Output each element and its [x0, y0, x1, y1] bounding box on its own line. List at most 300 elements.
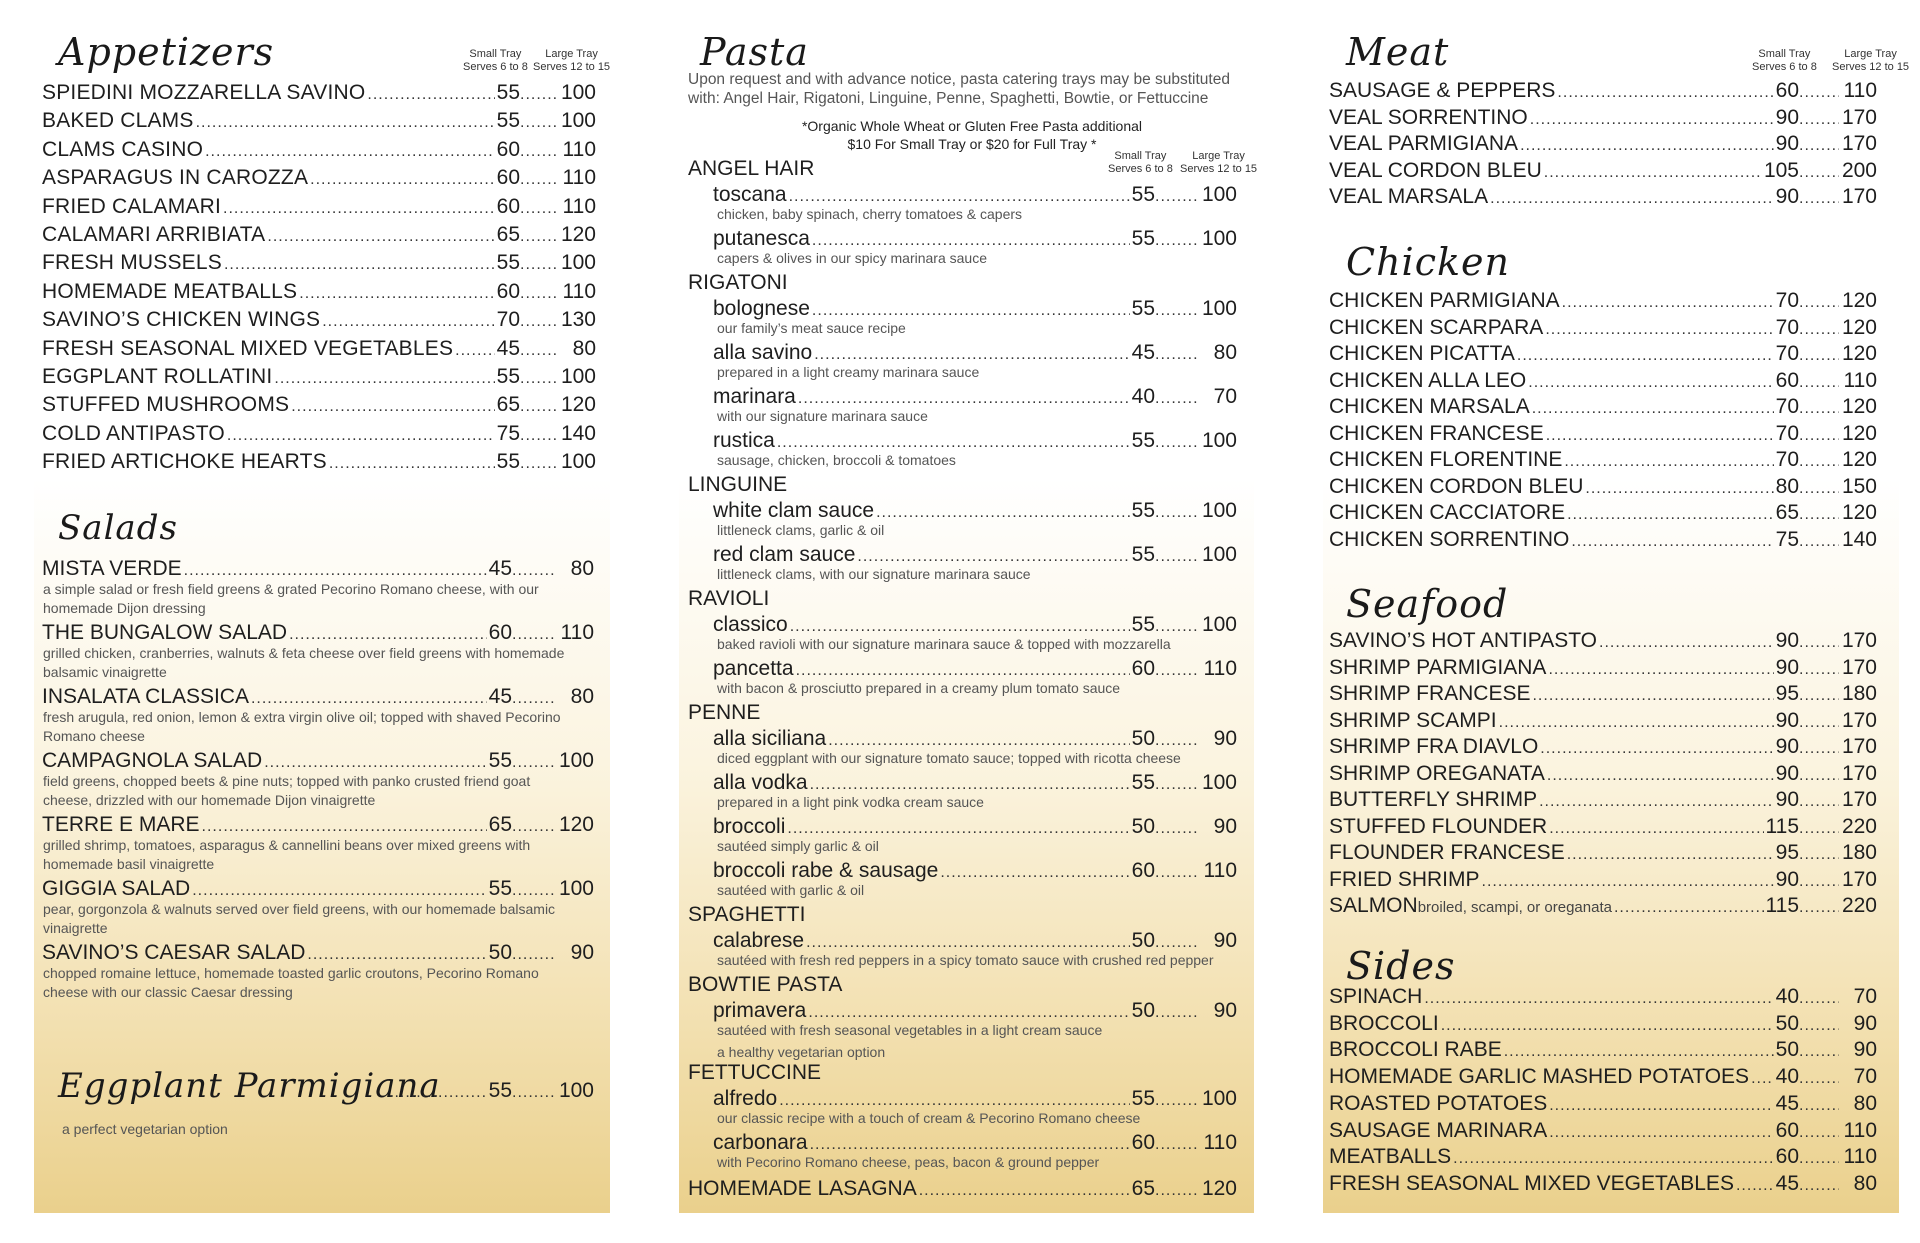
menu-item-row — [1329, 984, 1877, 1012]
leader-dots — [291, 394, 494, 420]
small-tray-price: 45 — [1131, 341, 1155, 364]
leader-dots — [1799, 80, 1839, 106]
leader-dots — [1557, 80, 1773, 106]
large-tray-price: 80 — [1853, 1091, 1877, 1115]
large-tray-price: 170 — [1841, 708, 1877, 732]
leader-dots — [227, 423, 495, 449]
item-name: alfredo — [713, 1087, 778, 1110]
small-tray-price: 60 — [496, 166, 520, 190]
item-name: SHRIMP SCAMPI — [1329, 708, 1497, 732]
pasta-note-line2: $10 For Small Tray or $20 for Full Tray * — [847, 136, 1097, 152]
item-description: our classic recipe with a touch of cream & Pecorino Romano cheese — [717, 1110, 1141, 1126]
leader-dots — [223, 196, 495, 222]
pasta-intro: Upon request and with advance notice, pasta catering trays may be substituted with: Angel Hair, Rigatoni, Linguine, Penne, Spaghetti, Bowtie, or Fettuccine — [688, 71, 1230, 107]
leader-dots — [1549, 1093, 1773, 1119]
item-name: alla siciliana — [713, 727, 827, 750]
large-tray-label: Large Tray — [545, 48, 598, 60]
leader-dots — [520, 281, 558, 307]
leader-dots — [1504, 1039, 1774, 1065]
item-description: with bacon & prosciutto prepared in a creamy plum tomato sauce — [717, 680, 1121, 696]
item-description: a simple salad or fresh field greens & grated Pecorino Romano cheese, with our homemade Dijon dressing — [43, 581, 539, 616]
small-tray-price: 65 — [496, 223, 520, 246]
pasta-large-tray-header — [1180, 150, 1257, 176]
menu-item-row — [1329, 368, 1877, 396]
menu-item-row — [42, 250, 596, 278]
leader-dots — [520, 224, 558, 250]
item-name: toscana — [713, 183, 787, 206]
leader-dots — [520, 110, 558, 136]
leader-dots — [1799, 869, 1839, 895]
menu-item-row — [42, 194, 596, 222]
item-description: with our signature marinara sauce — [717, 408, 928, 424]
leader-dots — [1799, 1013, 1839, 1039]
small-tray-price: 60 — [496, 194, 520, 218]
small-tray-price: 90 — [1775, 867, 1799, 891]
item-name: CALAMARI ARRIBIATA — [42, 223, 266, 246]
small-tray-price: 65 — [1131, 1177, 1155, 1200]
small-tray-price: 70 — [1775, 315, 1799, 339]
small-tray-price: 50 — [1131, 815, 1155, 838]
leader-dots — [299, 281, 494, 307]
leader-dots — [919, 1178, 1130, 1204]
item-name: FLOUNDER FRANCESE — [1329, 841, 1565, 864]
leader-dots — [1799, 529, 1839, 555]
menu-item-row — [1329, 500, 1877, 528]
item-name: CHICKEN SORRENTINO — [1329, 527, 1570, 551]
large-tray-price: 110 — [1843, 1118, 1877, 1142]
small-tray-price: 40 — [1131, 385, 1155, 408]
small-tray-price: 65 — [496, 393, 520, 417]
large-tray-serves: Serves 12 to 15 — [1832, 61, 1910, 73]
large-tray-price: 110 — [1843, 368, 1877, 392]
large-tray-price: 90 — [1213, 999, 1237, 1022]
item-name: bolognese — [713, 297, 810, 320]
item-name: CHICKEN MARSALA — [1329, 395, 1530, 418]
small-tray-price: 60 — [1775, 368, 1799, 392]
small-tray-price: 55 — [1131, 183, 1155, 206]
pasta-small-tray-header — [1108, 150, 1173, 176]
small-tray-serves: Serves 6 to 8 — [1108, 163, 1173, 175]
menu-item-row — [1329, 474, 1877, 502]
leader-dots — [1424, 986, 1773, 1012]
small-tray-serves: Serves 6 to 8 — [463, 61, 528, 73]
leader-dots — [1539, 789, 1774, 815]
leader-dots — [1799, 657, 1839, 683]
item-name: FRIED SHRIMP — [1329, 867, 1480, 891]
leader-dots — [367, 82, 494, 108]
menu-item-row — [1329, 341, 1877, 369]
item-name: CHICKEN FLORENTINE — [1329, 448, 1563, 471]
leader-dots — [1799, 502, 1839, 528]
item-name: HOMEMADE LASAGNA — [688, 1177, 917, 1200]
large-tray-price: 110 — [562, 166, 596, 190]
leader-dots — [1799, 1093, 1839, 1119]
small-tray-price: 60 — [1775, 79, 1799, 102]
small-tray-serves: Serves 6 to 8 — [1752, 61, 1817, 73]
large-tray-serves: Serves 12 to 15 — [1180, 163, 1258, 175]
menu-item-row — [42, 421, 596, 449]
leader-dots — [1799, 370, 1839, 396]
leader-dots — [1567, 502, 1774, 528]
small-tray-price: 60 — [1131, 657, 1155, 680]
leader-dots — [1799, 842, 1839, 868]
item-name: CAMPAGNOLA SALAD — [42, 749, 263, 772]
pasta-group-heading: LINGUINE — [688, 473, 788, 496]
menu-item-row — [1329, 421, 1877, 449]
item-subtitle: broiled, scampi, or oreganata — [1417, 899, 1612, 916]
pasta-group-heading: RAVIOLI — [688, 587, 770, 610]
large-tray-price: 80 — [570, 685, 594, 708]
item-name: FRIED ARTICHOKE HEARTS — [42, 450, 327, 474]
leader-dots — [1799, 107, 1839, 133]
leader-dots — [196, 110, 495, 136]
item-name: CLAMS CASINO — [42, 137, 204, 161]
leader-dots — [1453, 1146, 1773, 1172]
small-tray-label: Small Tray — [469, 48, 522, 60]
leader-dots — [224, 252, 495, 278]
pasta-note-line1: *Organic Whole Wheat or Gluten Free Pasta additional — [801, 118, 1143, 134]
leader-dots — [1799, 763, 1839, 789]
item-description: grilled chicken, cranberries, walnuts & feta cheese over field greens with homemade balsamic vinaigrette — [43, 645, 565, 680]
homemade-lasagna-row — [688, 1176, 1237, 1204]
leader-dots — [267, 224, 494, 250]
large-tray-price: 90 — [1213, 929, 1237, 952]
item-name: VEAL MARSALA — [1329, 185, 1489, 208]
item-name: marinara — [713, 385, 796, 408]
small-tray-price: 50 — [1775, 1011, 1799, 1035]
leader-dots — [329, 451, 495, 477]
item-name: broccoli — [713, 815, 786, 838]
large-tray-price: 110 — [1843, 1145, 1877, 1169]
leader-dots — [1530, 107, 1774, 133]
menu-item-row — [1329, 131, 1877, 159]
item-description: sautéed with fresh seasonal vegetables in a light cream sauce — [717, 1022, 1103, 1038]
small-tray-price: 90 — [1775, 761, 1799, 785]
menu-item-row — [1329, 1011, 1877, 1039]
large-tray-price: 170 — [1841, 132, 1877, 155]
item-description: prepared in a light pink vodka cream sauce — [717, 794, 984, 810]
small-tray-price: 60 — [1775, 1118, 1799, 1142]
leader-dots — [1540, 736, 1773, 762]
item-name: CHICKEN ALLA LEO — [1329, 368, 1527, 392]
small-tray-price: 70 — [1775, 395, 1799, 418]
large-tray-price: 120 — [558, 813, 594, 836]
item-description: baked ravioli with our signature marinara sauce & topped with mozzarella — [717, 636, 1171, 652]
small-tray-price: 55 — [488, 1079, 512, 1102]
item-name: SALMON — [1329, 894, 1418, 917]
large-tray-price: 120 — [1201, 1177, 1237, 1200]
item-description: diced eggplant with our signature tomato sauce; topped with ricotta cheese — [717, 750, 1181, 766]
leader-dots — [1564, 449, 1773, 475]
large-tray-serves: Serves 12 to 15 — [533, 61, 611, 73]
large-tray-price: 220 — [1841, 894, 1877, 917]
large-tray-price: 100 — [1201, 297, 1237, 320]
item-name: CHICKEN FRANCESE — [1329, 421, 1544, 445]
leader-dots — [389, 1080, 487, 1106]
item-name: SPIEDINI MOZZARELLA SAVINO — [42, 81, 366, 104]
menu-item-row — [42, 336, 596, 364]
leader-dots — [1549, 816, 1763, 842]
leader-dots — [1441, 1013, 1774, 1039]
item-name: SHRIMP FRA DIAVLO — [1329, 735, 1539, 758]
large-tray-price: 90 — [1213, 727, 1237, 750]
leader-dots — [1799, 895, 1839, 921]
small-tray-price: 90 — [1775, 735, 1799, 758]
small-tray-price: 95 — [1775, 841, 1799, 864]
large-tray-price: 120 — [560, 393, 596, 417]
item-name: TERRE E MARE — [42, 813, 200, 836]
large-tray-price: 140 — [1841, 527, 1877, 551]
item-name: SAVINO’S CAESAR SALAD — [42, 941, 306, 964]
menu-item-row — [1329, 78, 1877, 106]
item-description: with Pecorino Romano cheese, peas, bacon & ground pepper — [717, 1154, 1100, 1170]
large-tray-price: 150 — [1841, 474, 1877, 498]
large-tray-price: 220 — [1841, 814, 1877, 838]
menu-item-row — [1329, 787, 1877, 815]
meat-small-tray-header — [1752, 48, 1817, 74]
small-tray-price: 115 — [1765, 814, 1799, 838]
leader-dots — [1490, 186, 1774, 212]
small-tray-price: 55 — [488, 749, 512, 772]
small-tray-price: 80 — [1775, 474, 1799, 498]
menu-item-row — [1329, 840, 1877, 868]
large-tray-price: 100 — [560, 109, 596, 133]
menu-item-row — [1329, 527, 1877, 555]
item-name: CHICKEN SCARPARA — [1329, 315, 1544, 339]
menu-item-row — [1329, 158, 1877, 186]
item-name: HOMEMADE GARLIC MASHED POTATOES — [1329, 1065, 1750, 1089]
small-tray-label: Small Tray — [1758, 48, 1811, 60]
large-tray-label: Large Tray — [1844, 48, 1897, 60]
small-tray-price: 55 — [1131, 1087, 1155, 1110]
small-tray-price: 45 — [496, 336, 520, 360]
large-tray-price: 170 — [1841, 867, 1877, 891]
item-description: field greens, chopped beets & pine nuts; topped with panko crusted friend goat cheese, drizzled with our homemade Dijon vinaigrette — [43, 773, 531, 808]
leader-dots — [1799, 736, 1839, 762]
large-tray-price: 110 — [562, 194, 596, 218]
leader-dots — [1799, 630, 1839, 656]
large-tray-price: 110 — [562, 279, 596, 303]
leader-dots — [1799, 683, 1839, 709]
menu-item-row — [1329, 447, 1877, 475]
small-tray-price: 55 — [496, 81, 520, 104]
item-name: ASPARAGUS IN CAROZZA — [42, 166, 309, 190]
leader-dots — [520, 451, 558, 477]
item-name: SPINACH — [1329, 985, 1423, 1008]
leader-dots — [1799, 1066, 1839, 1092]
large-tray-price: 100 — [1201, 1087, 1237, 1110]
large-tray-price: 110 — [560, 621, 594, 644]
item-name: MISTA VERDE — [42, 557, 182, 580]
menu-item-row — [1329, 315, 1877, 343]
small-tray-price: 55 — [1131, 429, 1155, 452]
small-tray-price: 60 — [1131, 859, 1155, 882]
item-description: chopped romaine lettuce, homemade toasted garlic croutons, Pecorino Romano cheese with our classic Caesar dressing — [43, 965, 539, 1000]
pasta-group-heading: ANGEL HAIR — [688, 157, 815, 180]
large-tray-price: 110 — [1843, 79, 1877, 102]
leader-dots — [1562, 290, 1774, 316]
item-name: white clam sauce — [713, 499, 875, 522]
leader-dots — [520, 423, 558, 449]
leader-dots — [1799, 160, 1839, 186]
sides-title: Sides — [1346, 944, 1456, 988]
menu-item-row — [1329, 628, 1877, 656]
pasta-group-heading: PENNE — [688, 701, 761, 724]
small-tray-price: 55 — [1131, 613, 1155, 636]
leader-dots — [455, 338, 494, 364]
menu-item-row — [42, 392, 596, 420]
menu-item-row — [1329, 105, 1877, 133]
leader-dots — [1799, 396, 1839, 422]
item-description: sautéed simply garlic & oil — [717, 838, 879, 854]
leader-dots — [1799, 986, 1839, 1012]
leader-dots — [520, 338, 558, 364]
leader-dots — [1799, 343, 1839, 369]
leader-dots — [1547, 763, 1774, 789]
small-tray-price: 105 — [1763, 158, 1799, 182]
large-tray-price: 100 — [560, 81, 596, 104]
item-name: VEAL PARMIGIANA — [1329, 132, 1519, 155]
large-tray-price: 170 — [1841, 655, 1877, 679]
small-tray-price: 55 — [496, 365, 520, 388]
large-tray-price: 170 — [1841, 185, 1877, 208]
small-tray-price: 90 — [1775, 132, 1799, 155]
large-tray-price: 80 — [572, 336, 596, 360]
leader-dots — [1520, 133, 1774, 159]
item-name: broccoli rabe & sausage — [713, 859, 939, 882]
small-tray-price: 70 — [1775, 421, 1799, 445]
small-tray-price: 50 — [1131, 929, 1155, 952]
leader-dots — [1532, 396, 1774, 422]
pasta-group-heading: BOWTIE PASTA — [688, 973, 843, 996]
item-name: SAUSAGE MARINARA — [1329, 1118, 1548, 1142]
small-tray-price: 45 — [488, 557, 512, 580]
large-tray-price: 80 — [570, 557, 594, 580]
small-tray-price: 55 — [496, 109, 520, 133]
leader-dots — [1545, 317, 1773, 343]
small-tray-price: 60 — [488, 621, 512, 644]
large-tray-price: 200 — [1841, 158, 1877, 182]
menu-item-row — [1329, 893, 1877, 921]
small-tray-price: 45 — [488, 685, 512, 708]
menu-item-row — [1329, 655, 1877, 683]
small-tray-price: 60 — [496, 279, 520, 303]
large-tray-price: 80 — [1213, 341, 1237, 364]
large-tray-price: 170 — [1841, 735, 1877, 758]
large-tray-price: 120 — [1841, 448, 1877, 471]
large-tray-price: 120 — [1841, 395, 1877, 418]
item-description: fresh arugula, red onion, lemon & extra virgin olive oil; topped with shaved Pecorino Romano cheese — [43, 709, 561, 744]
appetizers-small-tray-header — [463, 48, 528, 74]
leader-dots — [1155, 1178, 1199, 1204]
menu-item-row — [1329, 867, 1877, 895]
large-tray-price: 100 — [1201, 227, 1237, 250]
large-tray-price: 180 — [1841, 841, 1877, 864]
leader-dots — [1751, 1066, 1774, 1092]
menu-item-row — [1329, 681, 1877, 709]
item-name: EGGPLANT ROLLATINI — [42, 365, 273, 388]
menu-item-row — [1329, 734, 1877, 762]
large-tray-price: 70 — [1853, 1065, 1877, 1089]
item-description: capers & olives in our spicy marinara sauce — [717, 250, 988, 266]
large-tray-price: 120 — [1841, 501, 1877, 524]
leader-dots — [1517, 343, 1774, 369]
large-tray-price: 170 — [1841, 629, 1877, 652]
item-description: chicken, baby spinach, cherry tomatoes & capers — [717, 206, 1023, 222]
small-tray-price: 50 — [1775, 1038, 1799, 1062]
item-name: STUFFED MUSHROOMS — [42, 393, 290, 417]
small-tray-price: 55 — [1131, 771, 1155, 794]
item-name: primavera — [713, 999, 807, 1022]
small-tray-price: 90 — [1775, 185, 1799, 208]
item-name: FRIED CALAMARI — [42, 194, 221, 218]
pasta-title: Pasta — [700, 30, 809, 74]
large-tray-price: 90 — [570, 941, 594, 964]
item-name: STUFFED FLOUNDER — [1329, 814, 1548, 838]
small-tray-price: 40 — [1775, 1065, 1799, 1089]
leader-dots — [520, 252, 558, 278]
leader-dots — [1614, 895, 1764, 921]
small-tray-price: 60 — [1131, 1131, 1155, 1154]
large-tray-price: 70 — [1853, 985, 1877, 1008]
large-tray-price: 120 — [1841, 289, 1877, 312]
small-tray-price: 90 — [1775, 788, 1799, 811]
leader-dots — [1799, 1039, 1839, 1065]
item-description: prepared in a light creamy marinara sauce — [717, 364, 980, 380]
small-tray-price: 90 — [1775, 629, 1799, 652]
leader-dots — [1799, 317, 1839, 343]
item-name: SHRIMP FRANCESE — [1329, 682, 1531, 705]
item-name: FRESH SEASONAL MIXED VEGETABLES — [42, 336, 454, 360]
leader-dots — [1799, 290, 1839, 316]
meat-large-tray-header — [1832, 48, 1909, 74]
item-description: sautéed with garlic & oil — [717, 882, 865, 898]
menu-item-row — [1329, 1091, 1877, 1119]
item-description: grilled shrimp, tomatoes, asparagus & cannellini beans over mixed greens with homemade basil vinaigrette — [43, 837, 531, 872]
item-name: SAUSAGE & PEPPERS — [1329, 79, 1556, 102]
large-tray-price: 100 — [558, 877, 594, 900]
small-tray-price: 95 — [1775, 682, 1799, 705]
leader-dots — [520, 167, 558, 193]
small-tray-price: 70 — [1775, 289, 1799, 312]
leader-dots — [1599, 630, 1774, 656]
large-tray-price: 100 — [1201, 183, 1237, 206]
small-tray-price: 50 — [1131, 999, 1155, 1022]
small-tray-price: 55 — [1131, 297, 1155, 320]
small-tray-price: 55 — [496, 450, 520, 474]
item-name: INSALATA CLASSICA — [42, 685, 249, 708]
large-tray-price: 90 — [1853, 1011, 1877, 1035]
chicken-title: Chicken — [1346, 240, 1510, 284]
small-tray-price: 55 — [496, 251, 520, 275]
small-tray-price: 70 — [496, 308, 520, 332]
menu-item-row — [1329, 1171, 1877, 1199]
leader-dots — [1799, 449, 1839, 475]
leader-dots — [1736, 1173, 1774, 1199]
large-tray-price: 120 — [560, 223, 596, 246]
menu-item-row — [42, 137, 596, 165]
appetizers-title: Appetizers — [58, 30, 275, 74]
large-tray-price: 100 — [558, 749, 594, 772]
item-name: BUTTERFLY SHRIMP — [1329, 788, 1538, 811]
item-name: carbonara — [713, 1131, 808, 1154]
menu-item-row — [1329, 1118, 1877, 1146]
menu-item-row — [1329, 1144, 1877, 1172]
large-tray-price: 100 — [1201, 429, 1237, 452]
large-tray-price: 90 — [1213, 815, 1237, 838]
leader-dots — [520, 196, 558, 222]
pasta-group-heading: SPAGHETTI — [688, 903, 806, 926]
